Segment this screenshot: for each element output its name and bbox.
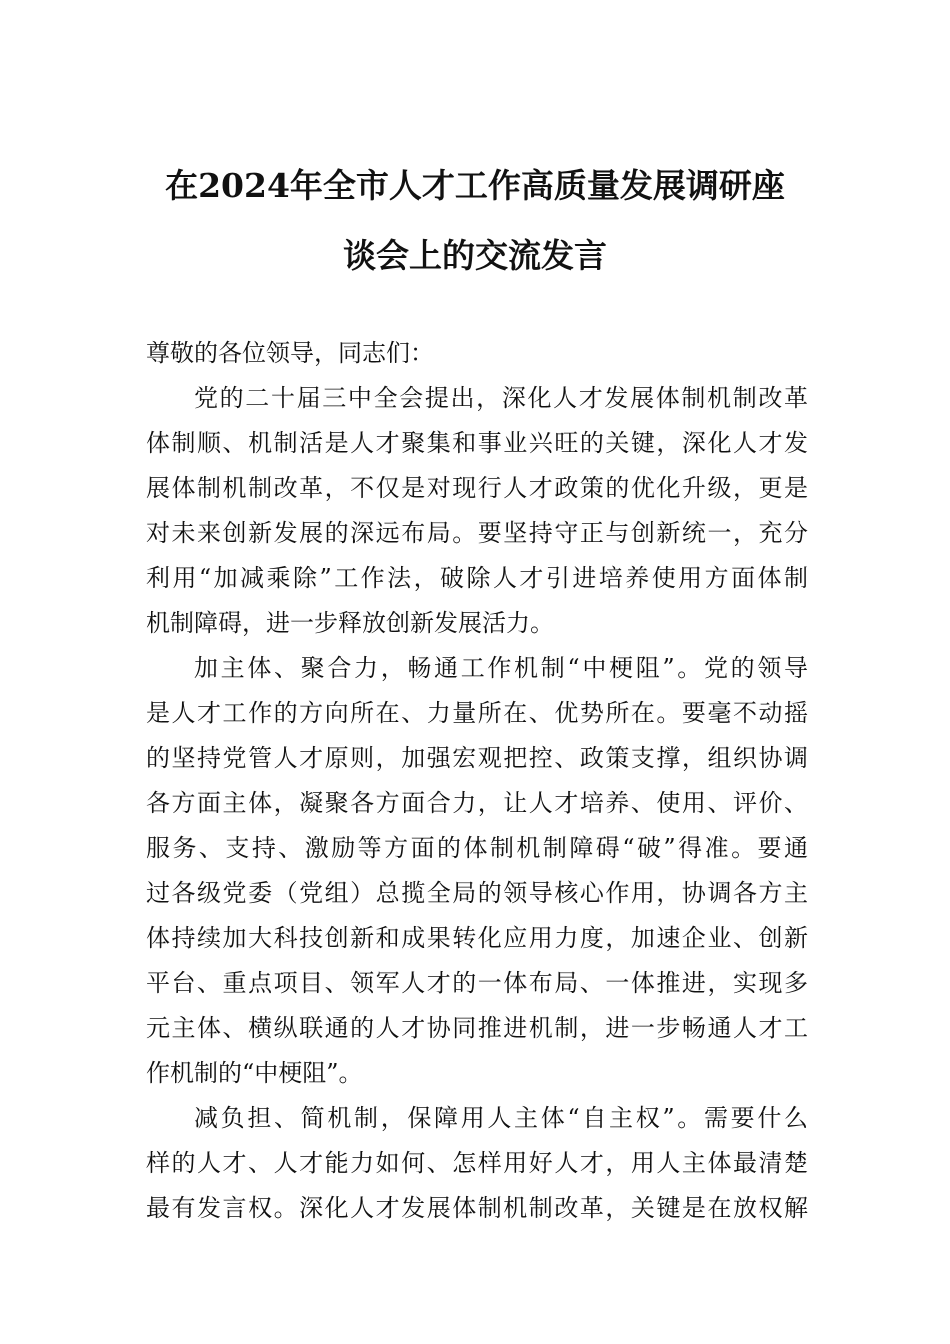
paragraph-2-line: 服务、支持、激励等方面的体制机制障碍“破”得准。要通 xyxy=(146,834,808,862)
paragraph-1-line: 对未来创新发展的深远布局。要坚持守正与创新统一，充分 xyxy=(146,519,808,547)
paragraph-1-line: 利用“加减乘除”工作法，破除人才引进培养使用方面体制 xyxy=(146,564,808,592)
paragraph-2-line: 平台、重点项目、领军人才的一体布局、一体推进，实现多 xyxy=(146,969,808,997)
salutation: 尊敬的各位领导，同志们： xyxy=(146,339,434,367)
paragraph-1-line: 体制顺、机制活是人才聚集和事业兴旺的关键，深化人才发 xyxy=(146,429,808,457)
paragraph-1-line: 机制障碍，进一步释放创新发展活力。 xyxy=(146,609,554,637)
paragraph-3-line: 最有发言权。深化人才发展体制机制改革，关键是在放权解 xyxy=(146,1194,808,1222)
paragraph-3-line: 样的人才、人才能力如何、怎样用好人才，用人主体最清楚 xyxy=(146,1149,808,1177)
paragraph-2-line: 各方面主体，凝聚各方面合力，让人才培养、使用、评价、 xyxy=(146,789,808,817)
document-title-line-1: 在2024年全市人才工作高质量发展调研座 xyxy=(165,166,785,205)
paragraph-1-line: 党的二十届三中全会提出，深化人才发展体制机制改革 xyxy=(194,384,808,412)
paragraph-2-line: 体持续加大科技创新和成果转化应用力度，加速企业、创新 xyxy=(146,924,808,952)
paragraph-2-line: 作机制的“中梗阻”。 xyxy=(146,1059,363,1087)
paragraph-2-line: 元主体、横纵联通的人才协同推进机制，进一步畅通人才工 xyxy=(146,1014,808,1042)
paragraph-1-line: 展体制机制改革，不仅是对现行人才政策的优化升级，更是 xyxy=(146,474,808,502)
paragraph-2-line: 加主体、聚合力，畅通工作机制“中梗阻”。党的领导 xyxy=(194,654,808,682)
paragraph-2-line: 是人才工作的方向所在、力量所在、优势所在。要毫不动摇 xyxy=(146,699,808,727)
paragraph-2-line: 过各级党委（党组）总揽全局的领导核心作用，协调各方主 xyxy=(146,879,808,907)
document-title-line-2: 谈会上的交流发言 xyxy=(343,236,607,275)
paragraph-3-line: 减负担、简机制，保障用人主体“自主权”。需要什么 xyxy=(194,1104,808,1132)
paragraph-2-line: 的坚持党管人才原则，加强宏观把控、政策支撑，组织协调 xyxy=(146,744,808,772)
